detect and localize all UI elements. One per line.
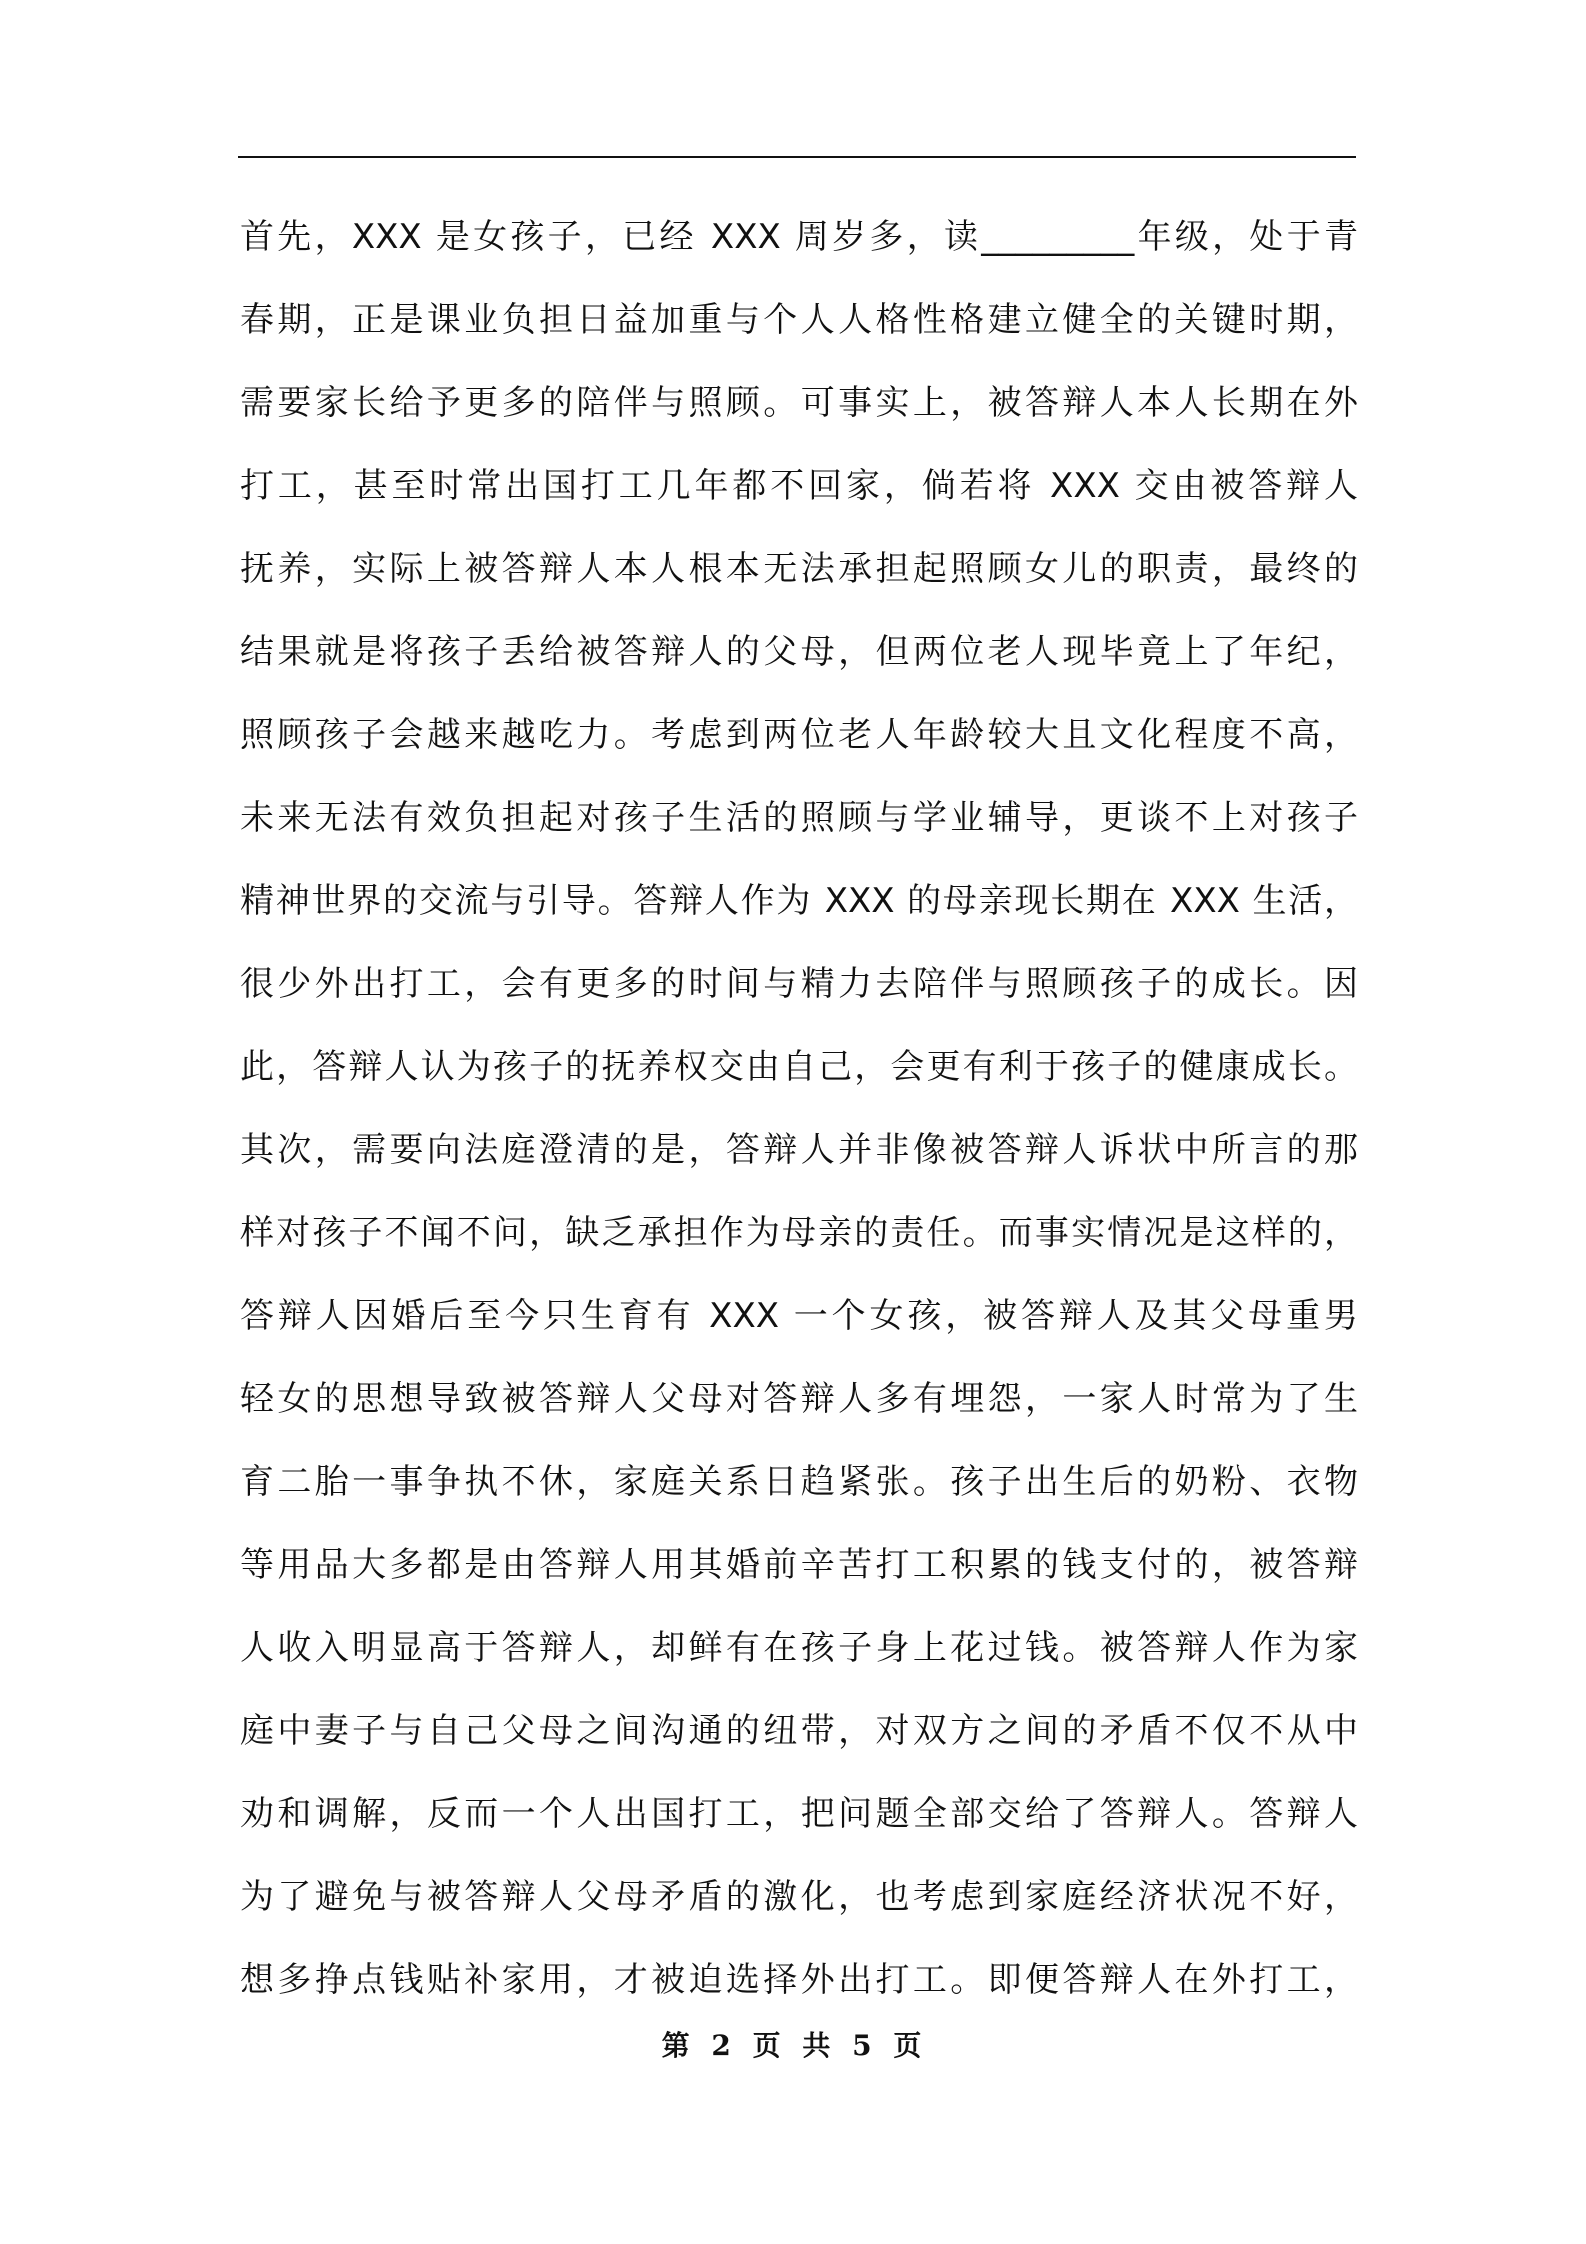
text-line: 首先，XXX 是女孩子，已经 XXX 周岁多，读_________年级，处于青 xyxy=(240,217,1358,257)
text-line: 庭中妻子与自己父母之间沟通的纽带，对双方之间的矛盾不仅不从中 xyxy=(240,1711,1358,1751)
text-line: 轻女的思想导致被答辩人父母对答辩人多有埋怨，一家人时常为了生 xyxy=(240,1379,1358,1419)
text-line: 未来无法有效负担起对孩子生活的照顾与学业辅导，更谈不上对孩子 xyxy=(240,798,1358,838)
text-line: 其次，需要向法庭澄清的是，答辩人并非像被答辩人诉状中所言的那 xyxy=(240,1130,1358,1170)
text-line: 此，答辩人认为孩子的抚养权交由自己，会更有利于孩子的健康成长。 xyxy=(240,1047,1358,1087)
text-line: 照顾孩子会越来越吃力。考虑到两位老人年龄较大且文化程度不高， xyxy=(240,715,1358,755)
text-line: 样对孩子不闻不问，缺乏承担作为母亲的责任。而事实情况是这样的， xyxy=(240,1213,1358,1253)
body-text xyxy=(240,196,1358,2022)
text-line: 育二胎一事争执不休，家庭关系日趋紧张。孩子出生后的奶粉、衣物 xyxy=(240,1462,1358,1502)
text-line: 结果就是将孩子丢给被答辩人的父母，但两位老人现毕竟上了年纪， xyxy=(240,632,1358,672)
text-line: 为了避免与被答辩人父母矛盾的激化，也考虑到家庭经济状况不好， xyxy=(240,1877,1358,1917)
page-number-footer: 第 2 页 共 5 页 xyxy=(661,2029,925,2062)
text-line: 精神世界的交流与引导。答辩人作为 XXX 的母亲现长期在 XXX 生活， xyxy=(240,881,1358,921)
text-line: 抚养，实际上被答辩人本人根本无法承担起照顾女儿的职责，最终的 xyxy=(240,549,1358,589)
text-line: 打工，甚至时常出国打工几年都不回家，倘若将 XXX 交由被答辩人 xyxy=(240,466,1358,506)
text-line: 很少外出打工，会有更多的时间与精力去陪伴与照顾孩子的成长。因 xyxy=(240,964,1358,1004)
text-line: 答辩人因婚后至今只生育有 XXX 一个女孩，被答辩人及其父母重男 xyxy=(240,1296,1358,1336)
text-line: 春期，正是课业负担日益加重与个人人格性格建立健全的关键时期， xyxy=(240,300,1358,340)
text-line: 人收入明显高于答辩人，却鲜有在孩子身上花过钱。被答辩人作为家 xyxy=(240,1628,1358,1668)
text-line: 想多挣点钱贴补家用，才被迫选择外出打工。即便答辩人在外打工， xyxy=(240,1960,1358,2000)
text-line: 等用品大多都是由答辩人用其婚前辛苦打工积累的钱支付的，被答辩 xyxy=(240,1545,1358,1585)
text-line: 劝和调解，反而一个人出国打工，把问题全部交给了答辩人。答辩人 xyxy=(240,1794,1358,1834)
text-line: 需要家长给予更多的陪伴与照顾。可事实上，被答辩人本人长期在外 xyxy=(240,383,1358,423)
header-rule xyxy=(238,156,1356,158)
